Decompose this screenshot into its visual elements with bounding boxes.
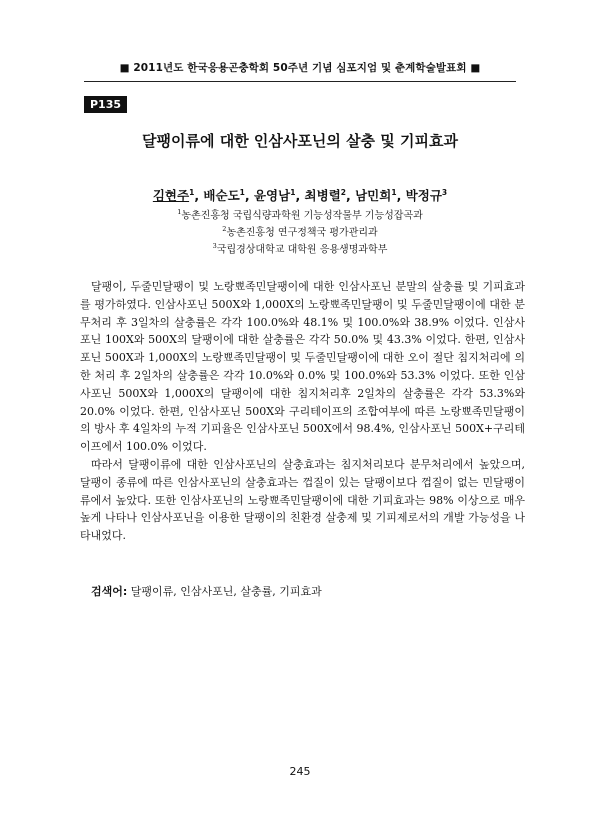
affiliation — [60, 206, 540, 223]
affiliation — [60, 223, 540, 240]
keywords-text: 달팽이류, 인삼사포닌, 살충률, 기피효과 — [130, 585, 322, 598]
affiliation-list — [60, 206, 540, 256]
author-affil-sup: 1 — [239, 187, 245, 197]
author-affil-sup: 1 — [290, 187, 296, 197]
author-name: 남민희 — [355, 188, 392, 203]
keywords-label: 검색어: — [91, 585, 128, 598]
keywords-line — [91, 583, 322, 599]
affiliation-sup: 3 — [212, 241, 217, 250]
author-name: 윤영남 — [253, 188, 291, 203]
author-affil-sup: 1 — [391, 187, 397, 197]
paper-title: 달팽이류에 대한 인삼사포닌의 살충 및 기피효과 — [142, 132, 458, 150]
author-affil-sup: 2 — [340, 187, 346, 197]
affiliation-sup: 1 — [177, 208, 182, 216]
author-affil-sup: 1 — [189, 187, 195, 197]
affiliation — [60, 240, 540, 257]
poster-id-badge: P135 — [84, 96, 127, 113]
author-list: 김현주$^1$, 배순도$^1$, 윤영남$^1$, 최병렬$^2$, 남민희$^1$, 박정규$^3$ — [152, 187, 448, 203]
author-affil-sup: 3 — [441, 187, 448, 197]
author-name: 배순도 — [203, 188, 240, 203]
abstract-body — [80, 278, 525, 545]
conference-header: ■ 2011년도 한국응용곤충학회 50주년 기념 심포지엄 및 춘계학술발표회 ■ — [84, 60, 516, 82]
affiliation-text: 국립경상대학교 대학원 응용생명과학부 — [216, 243, 388, 255]
affiliation-text: 농촌진흥청 연구정책국 평가관리과 — [226, 227, 378, 239]
author-name: 최병렬 — [304, 188, 341, 203]
abstract-paragraph: 달팽이, 두줄민달팽이 및 노랑뾰족민달팽이에 대한 인삼사포닌 분말의 살충률 및 기피효과를 평가하였다. 인삼사포닌 500X와 1,000X의 노랑뾰족민달팽이 및 두줄민달팽이에 대한 분무처리 후 3일차의 살충률은 각각 100.0%와 48.1% 및 100.0%와 38.9% 이었다. 인삼사포닌 100X와 500X의 달팽이에 대한 살충률은 각각 50.0% 및 43.3% 이었다. 한편, 인삼사포닌 500X과 1,000X의 노랑뾰족민달팽이 및 두줄민달팽이에 대한 오이 절단 침지처리에 의한 처리 후 2일차의 살충률은 각각 10.0%와 0.0% 및 100.0%와 53.3% 이었다. 또한 인삼사포닌 500X와 1,000X의 달팽이에 대한 침지처리후 2일차의 살충률은 각각 53.3%와 20.0% 이었다. 한편, 인삼사포닌 500X와 구리테이프의 조합여부에 따른 노랑뾰족민달팽이의 방사 후 4일차의 누적 기피율은 인삼사포닌 500X에서 98.4%, 인삼사포닌 500X+구리테이프에서 100.0% 이었다. — [80, 280, 525, 454]
affiliation-sup: 2 — [222, 224, 227, 233]
page-number: 245 — [289, 765, 311, 778]
abstract-paragraph: 따라서 달팽이류에 대한 인삼사포닌의 살충효과는 침지처리보다 분무처리에서 높았으며, 달팽이 종류에 따른 인삼사포닌의 살충효과는 껍질이 있는 달팽이보다 껍질이 없는 민달팽이류에서 높았다. 또한 인삼사포닌의 노랑뾰족민달팽이에 대한 기피효과는 98% 이상으로 매우 높게 나타나 인삼사포닌을 이용한 달팽이의 친환경 살충제 및 기피제로서의 개발 가능성을 나타내었다. — [80, 457, 525, 543]
affiliation-text: 농촌진흥청 국립식량과학원 기능성작물부 기능성잡곡과 — [181, 210, 423, 222]
author-name: 김현주 — [152, 188, 190, 203]
author-name: 박정규 — [405, 188, 442, 203]
